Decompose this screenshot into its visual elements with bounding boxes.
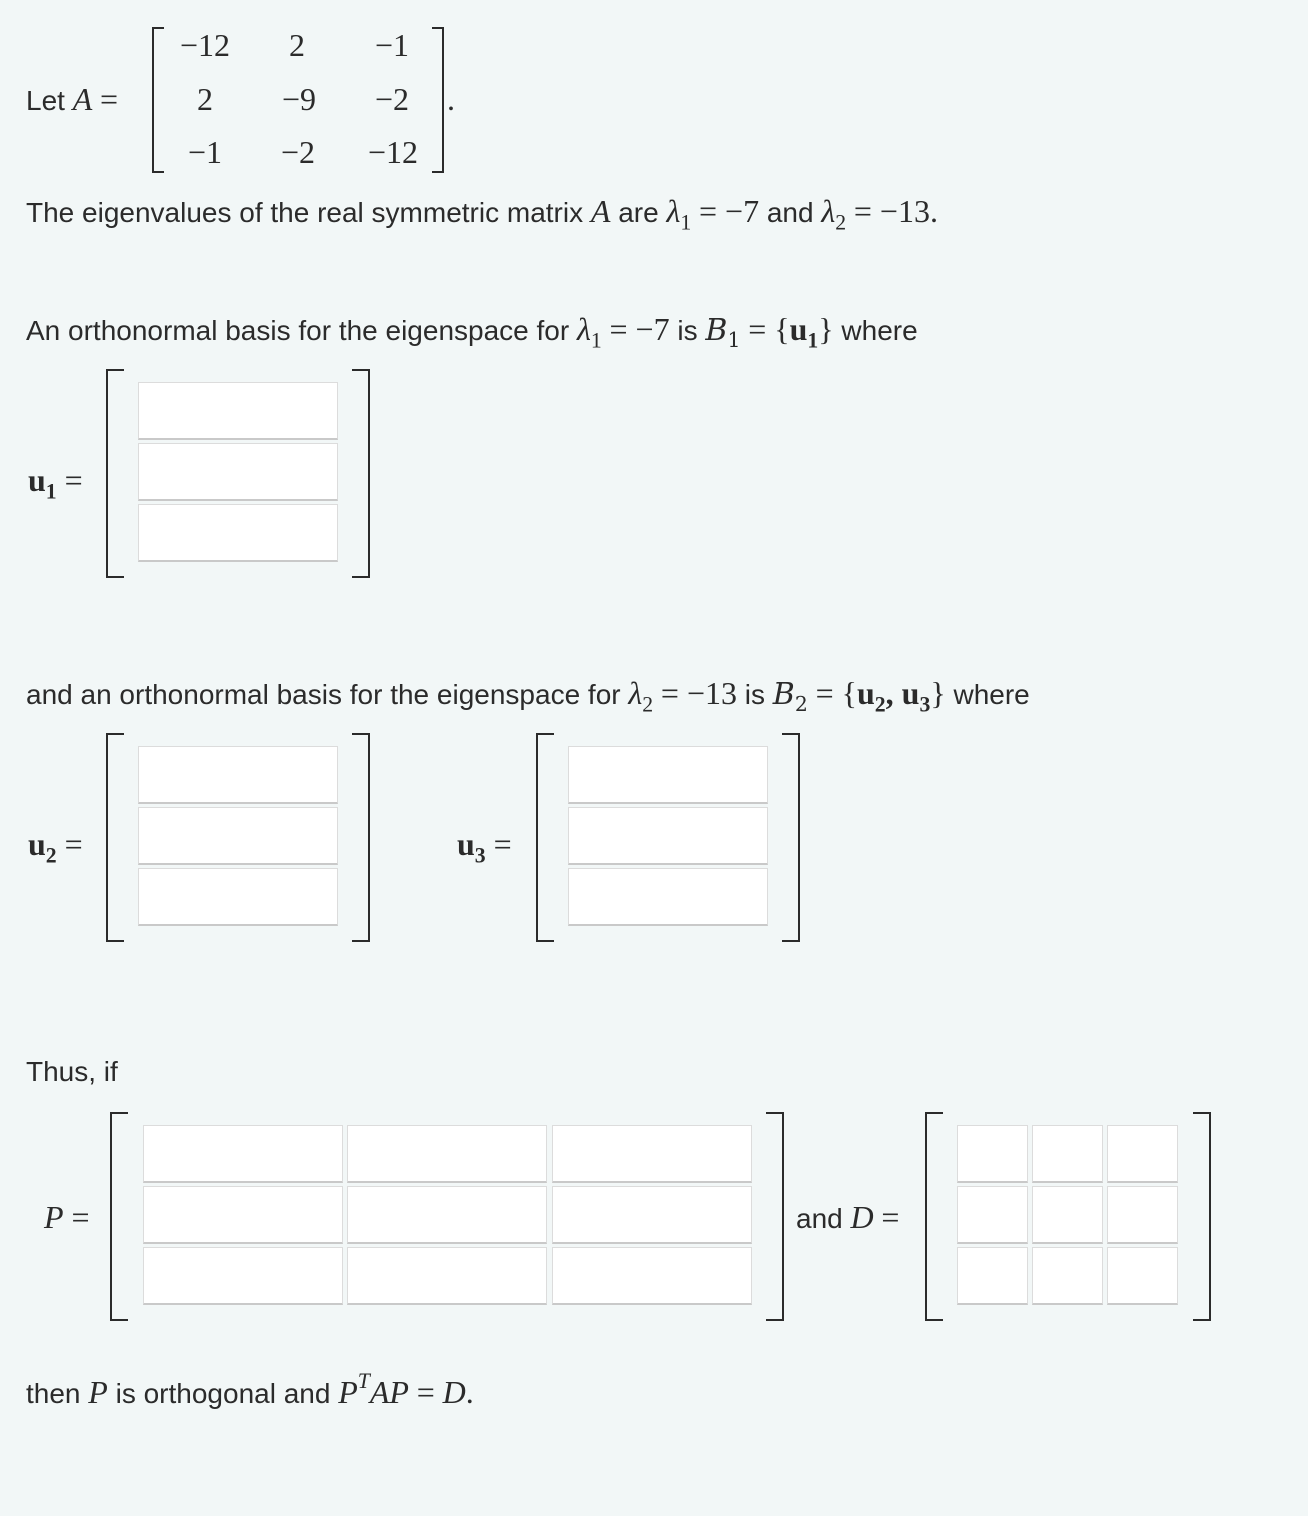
p-entry-r3c3[interactable] [552,1247,752,1305]
p-entry-r3c2[interactable] [347,1247,547,1305]
u3-entry-3[interactable] [568,868,768,926]
u2-label: $u_2$ = [28,826,83,868]
matrix-a-cell: 2 [289,27,305,63]
let-a-label: Let A = [26,81,119,117]
eigenvalues-sentence: The eigenvalues of the real symmetric matrix A are $\lambda_1 = -7$ and $\lambda_2 = -13$. [26,193,938,235]
u2-entry-3[interactable] [138,868,338,926]
u1-right-bracket [352,369,370,578]
d-entry-r1c1[interactable] [957,1125,1028,1183]
p-entry-r1c2[interactable] [347,1125,547,1183]
u3-label: $u_3$ = [457,826,512,868]
conclusion-sentence: then P is orthogonal and $P^TAP = D$. [26,1368,474,1410]
matrix-a-cell: −12 [367,134,419,170]
p-entry-r2c2[interactable] [347,1186,547,1244]
d-entry-r1c3[interactable] [1107,1125,1178,1183]
u2-entry-1[interactable] [138,746,338,804]
matrix-a-cell: −1 [374,27,410,63]
matrix-a-cell: −2 [374,81,410,117]
d-entry-r3c2[interactable] [1032,1247,1103,1305]
u1-label: $u_1$ = [28,462,83,504]
p-left-bracket [110,1112,128,1321]
u3-right-bracket [782,733,800,942]
p-entry-r2c1[interactable] [143,1186,343,1244]
matrix-a-cell: 2 [197,81,213,117]
matrix-a-cell: −9 [281,81,317,117]
p-entry-r2c3[interactable] [552,1186,752,1244]
basis-b2-sentence: and an orthonormal basis for the eigenspace for $\lambda_2 = -13$ is $B_2 = \{u_2$, $u_3$} where [26,675,1030,717]
d-entry-r2c2[interactable] [1032,1186,1103,1244]
u3-entry-2[interactable] [568,807,768,865]
p-entry-r1c3[interactable] [552,1125,752,1183]
u3-left-bracket [536,733,554,942]
u1-left-bracket [106,369,124,578]
p-entry-r3c1[interactable] [143,1247,343,1305]
matrix-a-right-bracket [432,27,444,173]
matrix-a-left-bracket [152,27,164,173]
u2-right-bracket [352,733,370,942]
u1-entry-2[interactable] [138,443,338,501]
d-entry-r2c1[interactable] [957,1186,1028,1244]
matrix-a-cell: −2 [280,134,316,170]
p-entry-r1c1[interactable] [143,1125,343,1183]
thus-if-text: Thus, if [26,1056,118,1087]
matrix-a-cell: −1 [187,134,223,170]
p-right-bracket [766,1112,784,1321]
d-right-bracket [1193,1112,1211,1321]
u2-entry-2[interactable] [138,807,338,865]
matrix-a-cell: −12 [179,27,231,63]
u1-entry-3[interactable] [138,504,338,562]
basis-b1-sentence: An orthonormal basis for the eigenspace for $\lambda_1 = -7$ is $B_1 = \{u_1\}$ where [26,311,918,353]
p-label: P = [44,1199,90,1235]
d-entry-r3c1[interactable] [957,1247,1028,1305]
d-entry-r1c2[interactable] [1032,1125,1103,1183]
matrix-a-period: . [447,81,455,117]
u2-left-bracket [106,733,124,942]
d-left-bracket [925,1112,943,1321]
d-entry-r2c3[interactable] [1107,1186,1178,1244]
d-label: and D = [796,1199,900,1235]
u3-entry-1[interactable] [568,746,768,804]
d-entry-r3c3[interactable] [1107,1247,1178,1305]
u1-entry-1[interactable] [138,382,338,440]
